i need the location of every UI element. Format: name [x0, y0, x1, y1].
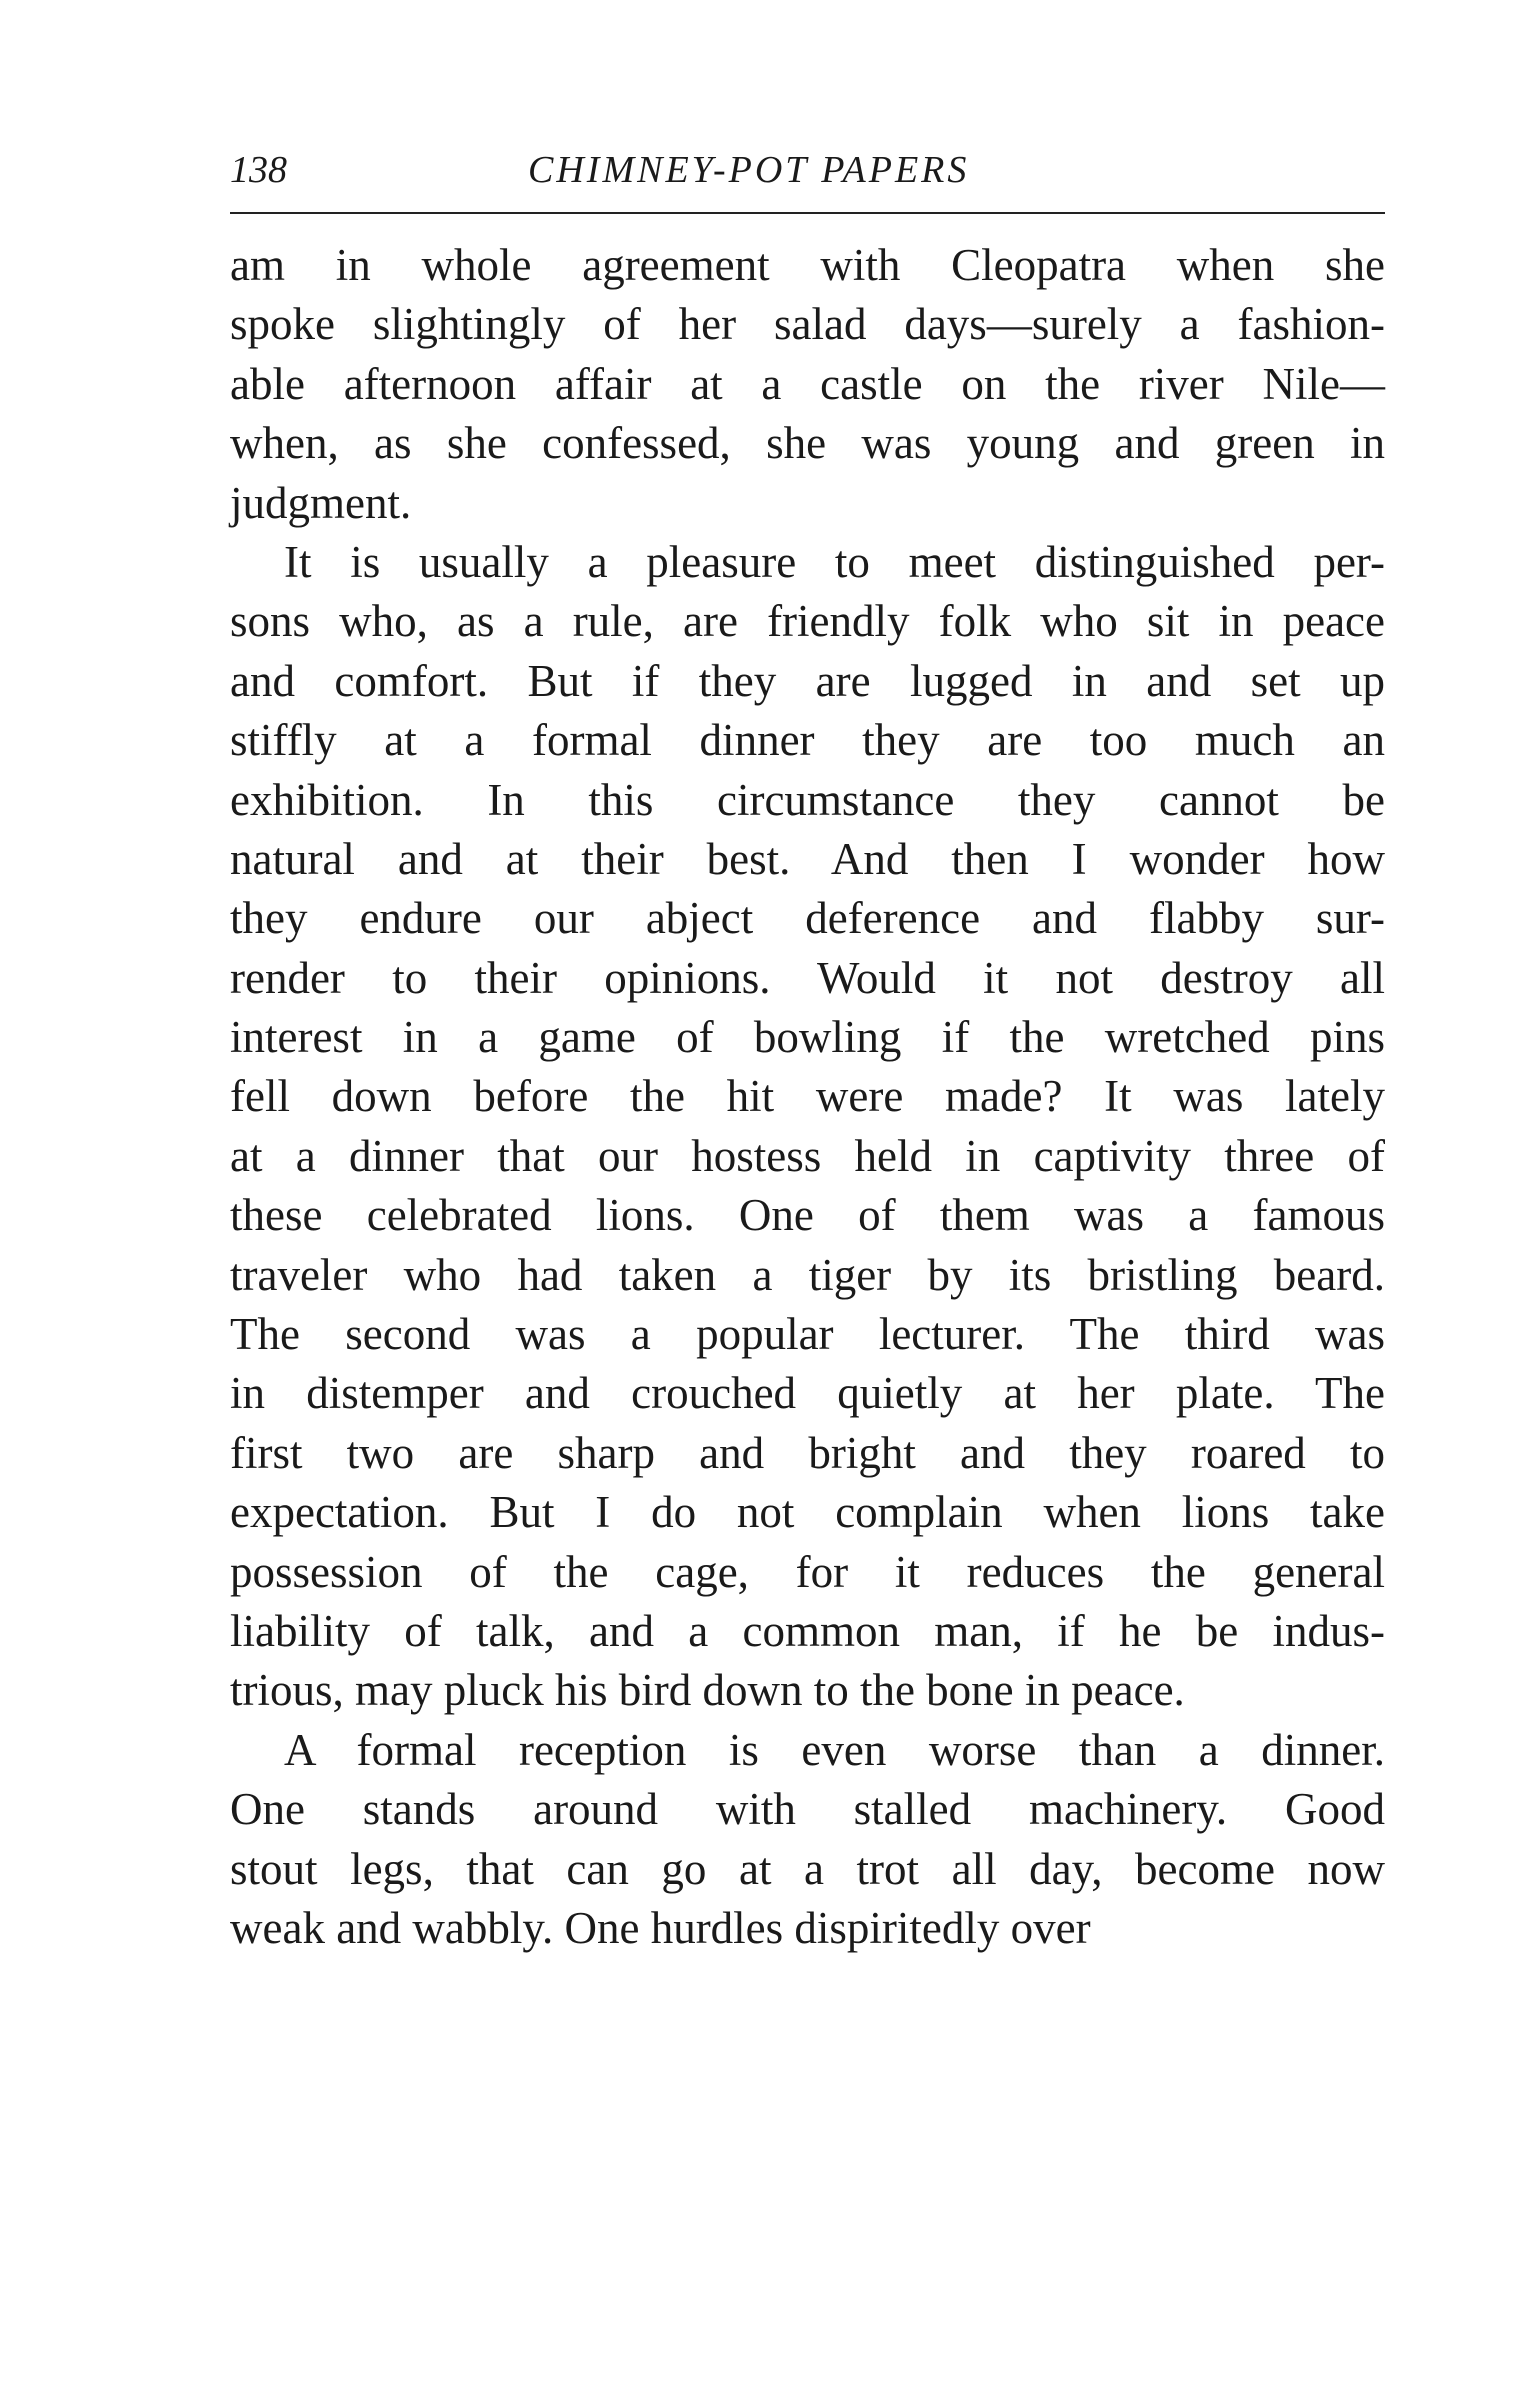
text-line: fell down before the hit were made? It was lately	[230, 1071, 1385, 1122]
text-line: these celebrated lions. One of them was a famous	[230, 1190, 1385, 1241]
text-line: first two are sharp and bright and they roared to	[230, 1427, 1385, 1478]
text-line: render to their opinions. Would it not destroy all	[230, 952, 1385, 1003]
text-line: expectation. But I do not complain when lions take	[230, 1487, 1385, 1538]
text-line: trious, may pluck his bird down to the bone in peace.	[230, 1665, 1185, 1716]
text-line: in distemper and crouched quietly at her plate. The	[230, 1368, 1385, 1419]
text-line: natural and at their best. And then I wonder how	[230, 833, 1385, 884]
text-line: stout legs, that can go at a trot all day, become now	[230, 1843, 1385, 1894]
text-line: liability of talk, and a common man, if he be indus-	[230, 1605, 1385, 1656]
running-title: CHIMNEY-POT PAPERS	[528, 149, 970, 191]
text-line: It is usually a pleasure to meet distinguished per-	[284, 536, 1385, 587]
text-line: they endure our abject deference and flabby sur-	[230, 893, 1385, 944]
text-line: exhibition. In this circumstance they cannot be	[230, 774, 1385, 825]
text-line: possession of the cage, for it reduces the general	[230, 1546, 1385, 1597]
text-line: at a dinner that our hostess held in captivity three of	[230, 1130, 1385, 1181]
text-line: The second was a popular lecturer. The third was	[230, 1309, 1385, 1360]
text-line: spoke slightingly of her salad days—surely a fashion-	[230, 299, 1385, 350]
header-rule	[230, 212, 1385, 214]
running-header	[230, 148, 1385, 198]
text-line: when, as she confessed, she was young and green in	[230, 418, 1385, 469]
text-line: able afternoon affair at a castle on the river Nile—	[230, 358, 1385, 409]
text-line: am in whole agreement with Cleopatra when she	[230, 240, 1385, 290]
page-number: 138	[230, 149, 287, 191]
text-line: traveler who had taken a tiger by its bristling beard.	[230, 1249, 1385, 1300]
text-line: sons who, as a rule, are friendly folk who sit in peace	[230, 596, 1385, 647]
text-line: stiffly at a formal dinner they are too much an	[230, 715, 1385, 766]
text-line: weak and wabbly. One hurdles dispiritedly over	[230, 1902, 1091, 1953]
text-line: and comfort. But if they are lugged in and set up	[230, 655, 1385, 706]
text-line: judgment.	[230, 477, 412, 528]
text-line: interest in a game of bowling if the wretched pins	[230, 1012, 1385, 1063]
text-line: A formal reception is even worse than a dinner.	[284, 1724, 1385, 1775]
body-text	[230, 236, 1385, 1958]
text-line: One stands around with stalled machinery. Good	[230, 1784, 1385, 1835]
